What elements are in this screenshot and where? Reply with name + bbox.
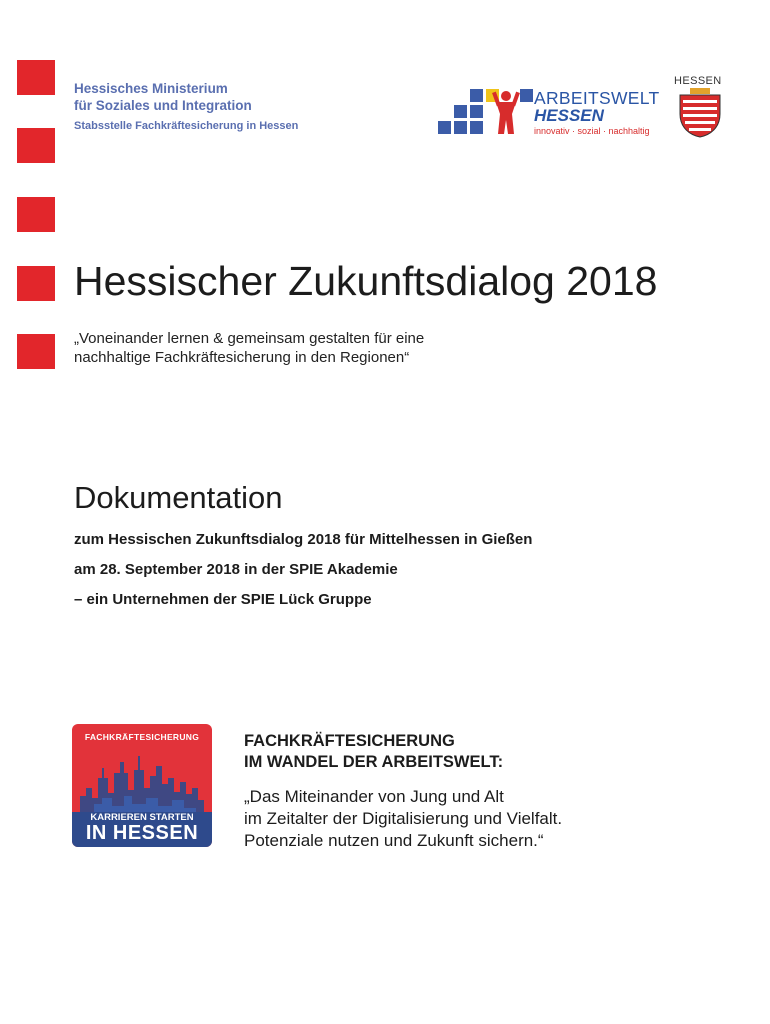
skyline-icon	[72, 748, 212, 818]
arbeitswelt-logo-hessen: HESSEN	[534, 106, 604, 125]
badge-bottom-line2: IN HESSEN	[85, 822, 199, 844]
ministry-department: für Soziales und Integration	[74, 98, 252, 113]
decor-square	[17, 60, 55, 95]
decor-square	[17, 197, 55, 232]
subtitle-line: nachhaltige Fachkräftesicherung in den Regionen“	[74, 349, 410, 366]
documentation-line: am 28. September 2018 in der SPIE Akademie	[74, 561, 398, 578]
feature-quote-line: „Das Miteinander von Jung und Alt	[244, 787, 504, 806]
arbeitswelt-logo-text: ARBEITSWELT	[534, 88, 660, 108]
feature-heading	[244, 731, 503, 773]
subtitle-line: „Voneinander lernen & gemeinsam gestalten für eine	[74, 330, 425, 347]
karrieren-badge	[72, 724, 212, 847]
documentation-line: – ein Unternehmen der SPIE Lück Gruppe	[74, 591, 372, 608]
badge-bottom-line1: KARRIEREN STARTEN	[90, 812, 194, 823]
documentation-line: zum Hessischen Zukunftsdialog 2018 für Mittelhessen in Gießen	[74, 531, 533, 548]
documentation-heading: Dokumentation	[74, 480, 283, 515]
feature-quote-line: im Zeitalter der Digitalisierung und Vielfalt.	[244, 809, 563, 828]
feature-quote	[244, 786, 562, 852]
hessen-label: HESSEN	[674, 75, 722, 87]
ministry-name: Hessisches Ministerium	[74, 81, 228, 96]
decor-square	[17, 128, 55, 163]
badge-top-text: FACHKRÄFTESICHERUNG	[84, 732, 200, 742]
feature-heading-line: FACHKRÄFTESICHERUNG	[244, 732, 455, 750]
decor-square	[17, 266, 55, 301]
decor-square	[17, 334, 55, 369]
ministry-unit: Stabsstelle Fachkräftesicherung in Hessen	[74, 120, 299, 132]
arbeitswelt-tagline: innovativ · sozial · nachhaltig	[534, 126, 650, 136]
ministry-header	[74, 80, 298, 132]
feature-heading-line: IM WANDEL DER ARBEITSWELT:	[244, 753, 504, 771]
page-subtitle	[74, 329, 424, 367]
page-title: Hessischer Zukunftsdialog 2018	[74, 258, 658, 304]
feature-quote-line: Potenziale nutzen und Zukunft sichern.“	[244, 831, 544, 850]
hessen-crest-icon	[676, 88, 724, 138]
